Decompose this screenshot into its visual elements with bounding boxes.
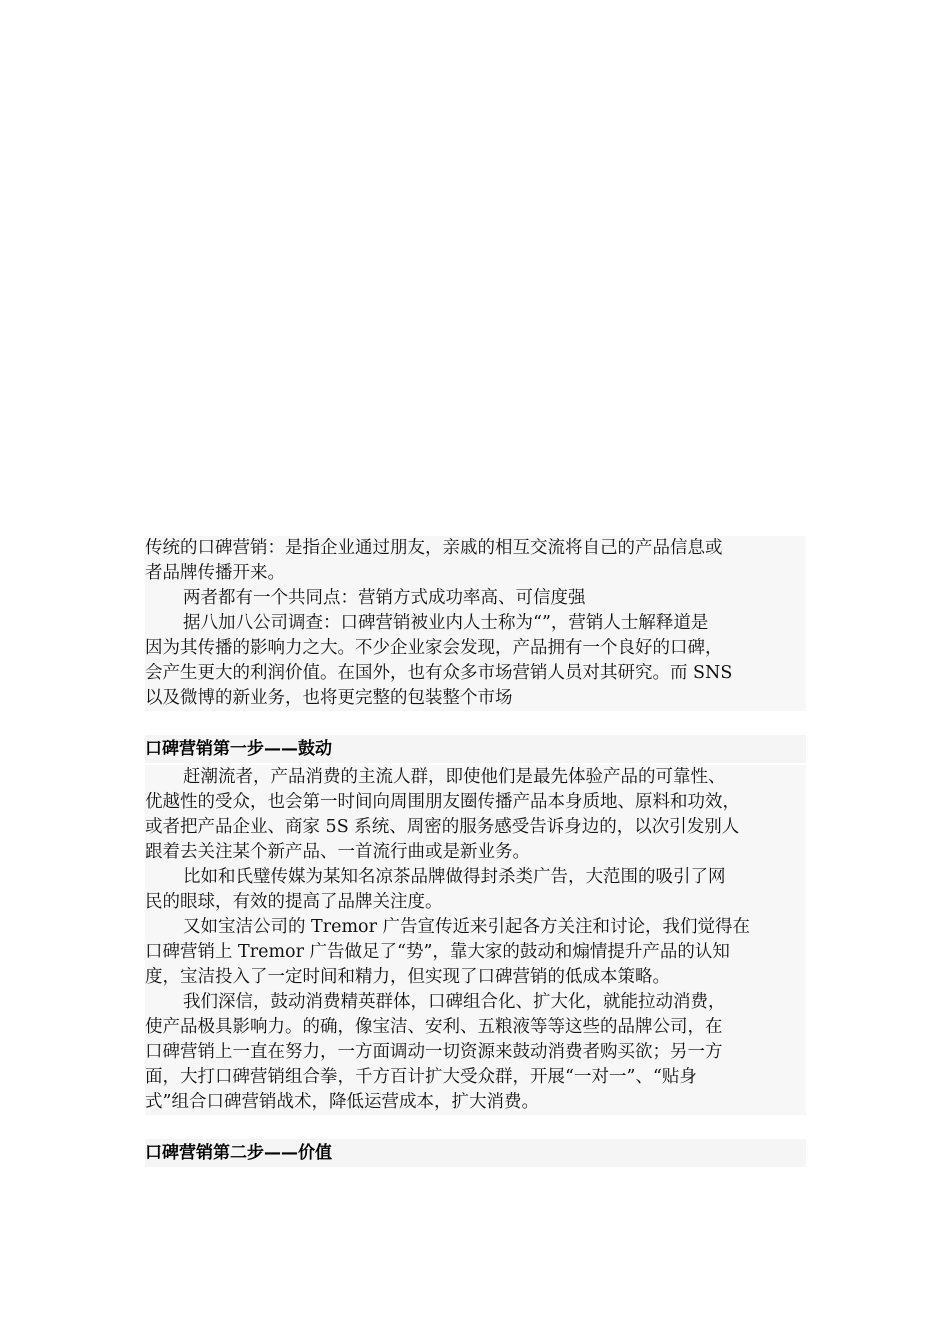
section-line: 跟着去关注某个新产品、一首流行曲或是新业务。 — [145, 840, 806, 865]
paragraph-gap — [145, 1115, 806, 1139]
intro-line: 者品牌传播开来。 — [145, 561, 806, 586]
section-line: 我们深信，鼓动消费精英群体，口碑组合化、扩大化，就能拉动消费， — [145, 990, 806, 1015]
paragraph-gap — [145, 711, 806, 735]
section-line: 赶潮流者，产品消费的主流人群，即使他们是最先体验产品的可靠性、 — [145, 765, 806, 790]
intro-line: 会产生更大的利润价值。在国外，也有众多市场营销人员对其研究。而 SNS — [145, 661, 806, 686]
intro-line: 以及微博的新业务，也将更完整的包装整个市场 — [145, 686, 806, 711]
section-line: 或者把产品企业、商家 5S 系统、周密的服务感受告诉身边的，以次引发别人 — [145, 815, 806, 840]
intro-line: 两者都有一个共同点：营销方式成功率高、可信度强 — [145, 586, 806, 611]
section-line: 比如和氏璧传媒为某知名凉茶品牌做得封杀类广告，大范围的吸引了网 — [145, 865, 806, 890]
section-heading: 口碑营销第二步——价值 — [145, 1139, 806, 1167]
intro-line: 因为其传播的影响力之大。不少企业家会发现，产品拥有一个良好的口碑， — [145, 636, 806, 661]
section-line: 式”组合口碑营销战术，降低运营成本，扩大消费。 — [145, 1090, 806, 1115]
section-line: 又如宝洁公司的 Tremor 广告宣传近来引起各方关注和讨论，我们觉得在 — [145, 915, 806, 940]
section-line: 面，大打口碑营销组合拳，千方百计扩大受众群，开展“一对一”、“贴身 — [145, 1065, 806, 1090]
section-line: 使产品极具影响力。的确，像宝洁、安利、五粮液等等这些的品牌公司，在 — [145, 1015, 806, 1040]
section-line: 口碑营销上 Tremor 广告做足了“势”，靠大家的鼓动和煽情提升产品的认知 — [145, 940, 806, 965]
section-line: 口碑营销上一直在努力，一方面调动一切资源来鼓动消费者购买欲；另一方 — [145, 1040, 806, 1065]
section-line: 度，宝洁投入了一定时间和精力，但实现了口碑营销的低成本策略。 — [145, 965, 806, 990]
section-line: 优越性的受众，也会第一时间向周围朋友圈传播产品本身质地、原料和功效， — [145, 790, 806, 815]
intro-line: 据八加八公司调查：口碑营销被业内人士称为“”，营销人士解释道是 — [145, 611, 806, 636]
intro-line: 传统的口碑营销：是指企业通过朋友，亲戚的相互交流将自己的产品信息或 — [145, 536, 806, 561]
document-body — [145, 536, 806, 1167]
section-line: 民的眼球，有效的提高了品牌关注度。 — [145, 890, 806, 915]
section-heading: 口碑营销第一步——鼓动 — [145, 735, 806, 763]
